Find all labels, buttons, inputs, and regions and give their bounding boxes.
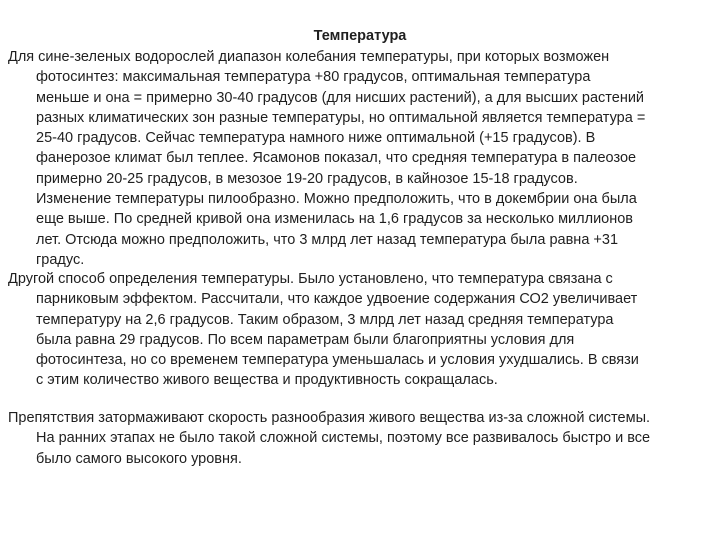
text-line: парниковым эффектом. Рассчитали, что каждое удвоение содержания СО2 увеличивает (36, 291, 638, 308)
text-line: фотосинтеза, но со временем температура уменьшалась и условия ухудшались. В связи (36, 352, 639, 369)
text-line: Другой способ определения температуры. Было установлено, что температура связана с (8, 271, 613, 287)
text-line: еще выше. По средней кривой она изменилась на 1,6 градусов за несколько миллионов (36, 211, 634, 228)
page-title (0, 26, 720, 46)
text-line: было самого высокого уровня. (36, 450, 242, 467)
text-line: 25-40 градусов. Сейчас температура намного ниже оптимальной (+15 градусов). В (36, 130, 596, 147)
text-line: фанерозое климат был теплее. Ясамонов показал, что средняя температура в палеозое (36, 150, 637, 167)
text-line: Препятствия затормаживают скорость разнообразия живого вещества из-за сложной системы. (8, 410, 651, 426)
text-line: меньше и она = примерно 30-40 градусов (для нисших растений), а для высших растений (36, 89, 645, 106)
text-line: градус. (36, 251, 85, 268)
text-line: температуру на 2,6 градусов. Таким образом, 3 млрд лет назад средняя температура (36, 311, 614, 328)
paragraph-1 (8, 47, 714, 270)
text-line: была равна 29 градусов. По всем параметрам были благоприятны условия для (36, 331, 575, 348)
paragraph-2 (8, 269, 714, 391)
text-line: Изменение температуры пилообразно. Можно предположить, что в докембрии она была (36, 191, 637, 208)
text-line: Для сине-зеленых водорослей диапазон колебания температуры, при которых возможен (8, 49, 610, 65)
text-line: лет. Отсюда можно предположить, что 3 млрд лет назад температура была равна +31 (36, 231, 619, 248)
paragraph-3 (8, 408, 714, 469)
text-line: с этим количество живого вещества и продуктивность сокращалась. (36, 372, 498, 389)
text-line: разных климатических зон разные температуры, но оптимальной является температура = (36, 109, 646, 126)
text-line: фотосинтез: максимальная температура +80 градусов, оптимальная температура (36, 69, 591, 86)
text-line: примерно 20-25 градусов, в мезозое 19-20 градусов, в кайнозое 15-18 градусов. (36, 170, 578, 187)
text-line: На ранних этапах не было такой сложной системы, поэтому все развивалось быстро и все (36, 430, 651, 447)
page-title-text: Температура (313, 28, 407, 44)
